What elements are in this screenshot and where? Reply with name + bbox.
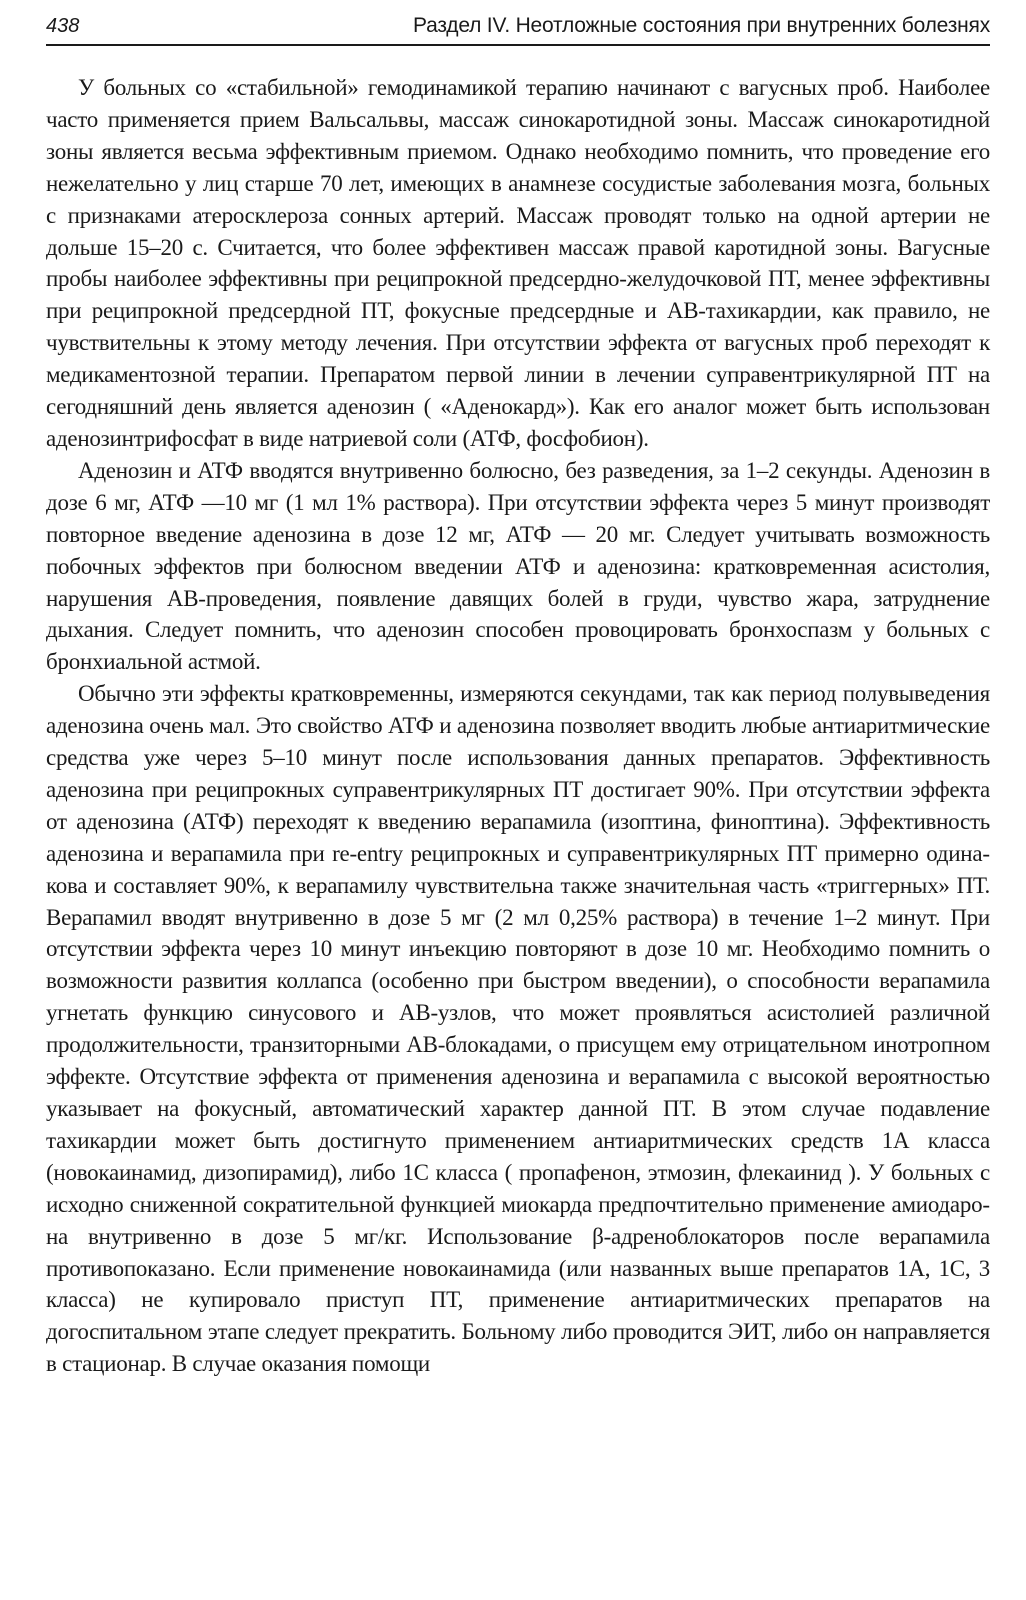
page-number: 438 — [46, 15, 80, 37]
paragraph: Аденозин и АТФ вводятся внутривенно болюсно, без разведения, за 1–2 секунды. Аденозин в дозе 6 мг, АТФ —10 мг (1 мл 1% раствора). При отсутствии эффекта через 5 минут производят повторное введение аденозина в дозе 12 мг, АТФ — 20 мг. Следует учитывать возможность побочных эффектов при болюсном введении АТФ и аденозина: кратковременная асистолия, нарушения АВ-проведения, появление давящих болей в груди, чувство жара, затруднение дыхания. Следует помнить, что аденозин способен провоцировать бронхоспазм у больных с бронхиальной астмой. — [46, 457, 990, 675]
section-title: Раздел IV. Неотложные состояния при внутренних болезнях — [412, 14, 990, 37]
book-page — [46, 14, 990, 1380]
body-text — [46, 72, 990, 1380]
running-head — [46, 14, 990, 46]
paragraph: У больных со «стабильной» гемодинамикой терапию начинают с вагусных проб. Наиболее часто применяется прием Вальсальвы, массаж синокаротидной зоны. Массаж синокаротидной зоны является весьма эффективным приемом. Однако необходимо помнить, что проведение его нежелательно у лиц старше 70 лет, имеющих в анамнезе сосудистые заболевания мозга, больных с признаками атеросклероза сонных артерий. Массаж проводят только на одной артерии не дольше 15–20 с. Считается, что более эффективен массаж правой каротидной зоны. Вагусные пробы наиболее эффективны при реципрокной предсердно-желудочковой ПТ, менее эффективны при реципрокной предсердной ПТ, фокусные предсердные и АВ-тахикардии, как правило, не чувствительны к этому методу лечения. При отсутствии эффекта от вагусных проб переходят к медикаментозной терапии. Препаратом первой линии в лечении суправентрикулярной ПТ на сегодняшний день является аденозин ( «Аденокард»). Как его аналог может быть использован аденозинтрифосфат в виде натриевой соли (АТФ, фосфобион). — [46, 75, 990, 451]
paragraph: Обычно эти эффекты кратковременны, измеряются секундами, так как период полувыведения аденозина очень мал. Это свойство АТФ и аденозина позволяет вводить любые антиаритмические средства уже через 5–10 минут после использования данных препаратов. Эффективность аденозина при реципрокных суправентрикулярных ПТ достигает 90%. При отсутствии эффекта от аденозина (АТФ) переходят к введению верапамила (изоптина, финоптина). Эффективность аденозина и верапамила при re-entry реципрокных и суправентрикулярных ПТ примерно одинакова и составляет 90%, к верапамилу чувствительна также значительная часть «триггерных» ПТ. Верапамил вводят внутривенно в дозе 5 мг (2 мл 0,25% раствора) в течение 1–2 минут. При отсутствии эффекта через 10 минут инъекцию повторяют в дозе 10 мг. Необходимо помнить о возможности развития коллапса (особенно при быстром введении), о способности верапамила угнетать функцию синусового и АВ-узлов, что может проявляться асистолией различной продолжительности, транзиторными АВ-блокадами, о присущем ему отрицательном инотропном эффекте. Отсутствие эффекта от применения аденозина и верапамила с высокой вероятностью указывает на фокусный, автоматический характер данной ПТ. В этом случае подавление тахикардии может быть достигнуто применением антиаритмических средств 1А класса (новокаинамид, дизопирамид), либо 1С класса ( пропафенон, этмозин, флекаинид ). У больных с исходно сниженной сократительной функцией миокарда предпочтительно применение амиодарона внутривенно в дозе 5 мг/кг. Использование β-адреноблокаторов после верапамила противопоказано. Если применение новокаинамида (или названных выше препаратов 1А, 1С, 3 класса) не купировало приступ ПТ, применение антиаритмических препаратов на догоспитальном этапе следует прекратить. Больному либо проводится ЭИТ, либо он направляется в стационар. В случае оказания помощи — [46, 681, 990, 1377]
